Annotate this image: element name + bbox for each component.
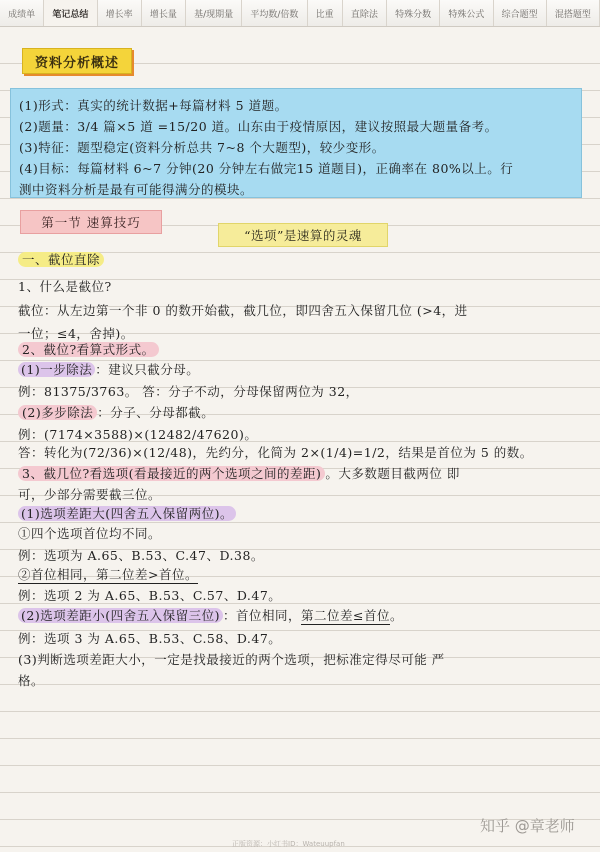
answer-1-line-1: 截位：从左边第一个非 0 的数开始截，截几位，即四舍五入保留几位 (>4，进: [18, 303, 468, 318]
heading-1: [18, 250, 104, 268]
tab-special-formula[interactable]: 特殊公式: [440, 0, 493, 26]
tab-average-multiple[interactable]: 平均数/倍数: [242, 0, 307, 26]
tab-special-fraction[interactable]: 特殊分数: [387, 0, 440, 26]
question-3-highlight: 3、截几位?看选项(看最接近的两个选项之间的差距): [18, 466, 325, 481]
question-3: [18, 464, 460, 482]
point-3-line-2: 格。: [18, 673, 45, 688]
example-1: 例：81375/3763。 答：分子不动，分母保留两位为 32，: [18, 384, 359, 399]
point-1: [18, 504, 236, 522]
case-2-text: ②首位相同，第二位差>首位。: [18, 567, 198, 582]
page-title: 资料分析概述: [22, 48, 132, 74]
overview-box: [10, 88, 582, 198]
method-2-text: ：分子、分母都截。: [97, 405, 215, 420]
tab-growth-amount[interactable]: 增长量: [142, 0, 186, 26]
point-2-underlined: 第二位差≤首位: [300, 608, 390, 623]
method-1-label: (1)一步除法: [18, 362, 95, 377]
heading-1-text: 一、截位直除: [18, 252, 104, 267]
question-3-text: 。大多数题目截两位 即: [325, 466, 460, 481]
question-1: 1、什么是截位?: [18, 279, 112, 294]
example-4: 例：选项 2 为 A.65、B.53、C.57、D.47。: [18, 588, 282, 603]
point-3-line-1: (3)判断选项差距大小，一定是找最接近的两个选项，把标准定得尽可能 严: [18, 652, 445, 667]
method-2-label: (2)多步除法: [18, 405, 97, 420]
tab-direct-division[interactable]: 直除法: [343, 0, 387, 26]
tab-report-card[interactable]: 成绩单: [0, 0, 44, 26]
point-2-text: ：首位相同，: [222, 608, 301, 623]
example-3: 例：选项为 A.65、B.53、C.47、D.38。: [18, 548, 264, 563]
question-2-text: 2、截位?看算式形式。: [18, 342, 159, 357]
tab-growth-rate[interactable]: 增长率: [98, 0, 142, 26]
overview-line: (2)题量：3/4 篇×5 道 =15/20 道。山东由于疫情原因，建议按照最大题量备考。: [19, 119, 498, 134]
point-2: [18, 606, 403, 624]
tab-proportion[interactable]: 比重: [308, 0, 343, 26]
point-2-end: 。: [389, 608, 403, 623]
section-title: 第一节 速算技巧: [20, 210, 162, 234]
case-1: ①四个选项首位均不同。: [18, 526, 162, 541]
question-2: [18, 340, 159, 358]
example-5: 例：选项 3 为 A.65、B.53、C.58、D.47。: [18, 631, 282, 646]
case-2: [18, 565, 198, 583]
answer-2: 答：转化为(72/36)×(12/48)，先约分，化简为 2×(1/4)=1/2，结果是首位为 5 的数。: [18, 445, 533, 460]
tab-base-current[interactable]: 基/现期量: [186, 0, 242, 26]
overview-line: (4)目标：每篇材料 6~7 分钟(20 分钟左右做完15 道题目)，正确率在 80%以上。行: [19, 161, 514, 176]
tab-notes-summary[interactable]: 笔记总结: [44, 0, 97, 26]
tab-comprehensive[interactable]: 综合题型: [494, 0, 547, 26]
answer-1-line-2: 一位；≤4，舍掉)。: [18, 326, 134, 341]
motto-note: “选项”是速算的灵魂: [218, 223, 388, 247]
overview-line: (3)特征：题型稳定(资料分析总共 7~8 个大题型)，较少变形。: [19, 140, 385, 155]
method-2: [18, 403, 214, 421]
tab-mixed[interactable]: 混搭题型: [547, 0, 600, 26]
overview-line: 测中资料分析是最有可能得满分的模块。: [19, 182, 254, 197]
overview-line: (1)形式：真实的统计数据+每篇材料 5 道题。: [19, 98, 288, 113]
point-2-highlight: (2)选项差距小(四舍五入保留三位): [18, 608, 223, 623]
example-2: 例：(7174×3588)×(12482/47620)。: [18, 427, 258, 442]
question-3-line-2: 可，少部分需要截三位。: [18, 487, 162, 502]
method-1: [18, 360, 199, 378]
tab-bar: [0, 0, 600, 27]
watermark-zhihu: 知乎 @章老师: [480, 817, 575, 835]
watermark-source: 正版资源：小红书ID：Wateuupfan: [232, 840, 345, 848]
point-1-text: (1)选项差距大(四舍五入保留两位)。: [18, 506, 236, 521]
method-1-text: ：建议只截分母。: [95, 362, 200, 377]
